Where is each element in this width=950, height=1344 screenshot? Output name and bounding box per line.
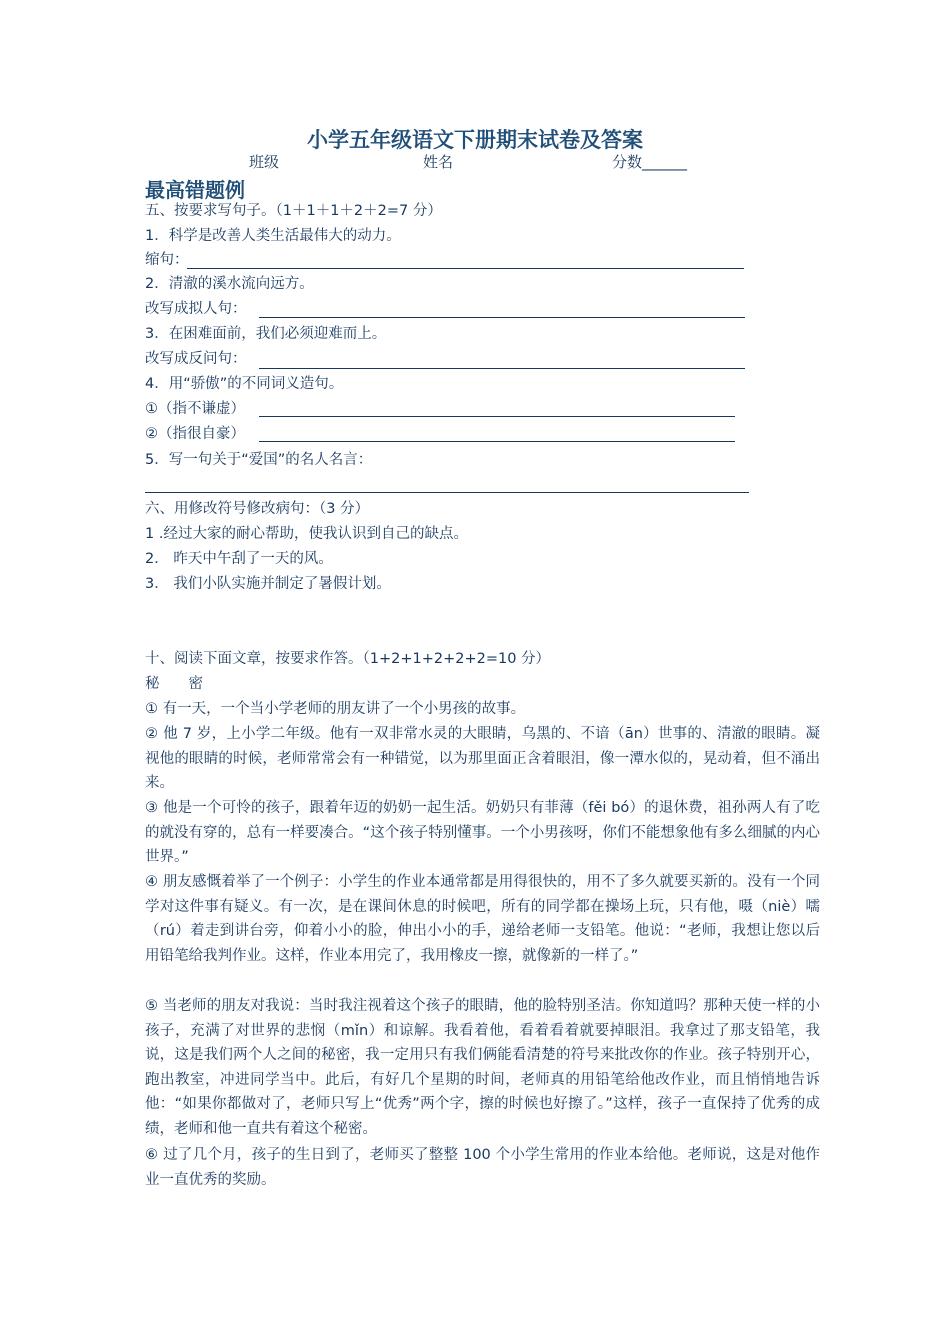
answer-line[interactable] <box>145 492 749 493</box>
part6-q3: 3． 我们小队实施并制定了暑假计划。 <box>145 576 391 592</box>
part6-q1: 1 .经过大家的耐心帮助，使我认识到自己的缺点。 <box>145 526 468 542</box>
part5-q4-a: ①（指不谦虚） <box>145 401 245 417</box>
story-paragraph-4: ④ 朋友感慨着举了一个例子：小学生的作业本通常都是用得很快的，用不了多久就要买新的。没有一个同学对这件事有疑义。有一次，是在课间休息的时候吧，所有的同学都在操场上玩，只有他，嗫（niè）嚅（rú）着走到讲台旁，仰着小小的脸，伸出小小的手，递给老师一支铅笔。他说：“老师，我想让您以后用铅笔给我判作业。这样，作业本用完了，我用橡皮一擦，就像新的一样了。” <box>145 874 820 964</box>
part5-q3: 3．在困难面前，我们必须迎难而上。 <box>145 326 387 342</box>
story-title: 秘 密 <box>145 676 203 692</box>
part10-heading: 十、阅读下面文章，按要求作答。（1+2+1+2+2+2=10 分） <box>145 651 551 667</box>
class-label: 班级 <box>249 153 280 171</box>
part5-q2-prompt: 改写成拟人句： <box>145 301 247 317</box>
score-label: 分数______ <box>612 153 688 171</box>
part5-q4: 4．用“骄傲”的不同词义造句。 <box>145 376 344 392</box>
answer-line[interactable] <box>259 368 745 369</box>
part5-q1-prompt: 缩句： <box>145 252 189 268</box>
answer-line[interactable] <box>259 441 735 442</box>
part5-q3-prompt: 改写成反问句： <box>145 351 247 367</box>
part5-q4-b: ②（指很自豪） <box>145 426 245 442</box>
part5-q5: 5．写一句关于“爱国”的名人名言： <box>145 452 373 468</box>
story-paragraph-3: ③ 他是一个可怜的孩子，跟着年迈的奶奶一起生活。奶奶只有菲薄（fěi bó）的退休费，祖孙两人有了吃的就没有穿的，总有一样要凑合。“这个孩子特别懂事。一个小男孩呀，你们不能想象他有多么细腻的内心世界。” <box>145 800 820 865</box>
answer-line[interactable] <box>187 268 744 269</box>
part5-q2: 2．清澈的溪水流向远方。 <box>145 276 314 292</box>
answer-line[interactable] <box>259 317 745 318</box>
part5-q1: 1．科学是改善人类生活最伟大的动力。 <box>145 228 401 244</box>
answer-line[interactable] <box>259 416 735 417</box>
story-paragraph-5: ⑤ 当老师的朋友对我说：当时我注视着这个孩子的眼睛，他的脸特别圣洁。你知道吗？那种天使一样的小孩子，充满了对世界的悲悯（mǐn）和谅解。我看着他，看着看着就要掉眼泪。我拿过了那支铅笔，我说，这是我们两个人之间的秘密，我一定用只有我们俩能看清楚的符号来批改你的作业。孩子特别开心，跑出教室，冲进同学当中。此后，有好几个星期的时间，老师真的用铅笔给他改作业，而且悄悄地告诉他：“如果你都做对了，老师只写上“优秀”两个字，擦的时候也好擦了。”这样，孩子一直保持了优秀的成绩，老师和他一直共有着这个秘密。 <box>145 998 820 1137</box>
story-paragraph-6: ⑥ 过了几个月，孩子的生日到了，老师买了整整 100 个小学生常用的作业本给他。老师说，这是对他作业一直优秀的奖励。 <box>145 1147 820 1188</box>
section-title: 最高错题例 <box>145 178 245 202</box>
page-title: 小学五年级语文下册期末试卷及答案 <box>307 128 643 152</box>
part5-heading: 五、按要求写句子。（1＋1＋1＋2＋2=7 分） <box>145 203 442 219</box>
story-paragraph-2: ② 他 7 岁，上小学二年级。他有一双非常水灵的大眼睛，乌黑的、不谙（ān）世事的、清澈的眼睛。凝视他的眼睛的时候，老师常常会有一种错觉，以为那里面正含着眼泪，像一潭水似的，晃动着，但不涌出来。 <box>145 726 820 791</box>
story-paragraph-1: ① 有一天，一个当小学老师的朋友讲了一个小男孩的故事。 <box>145 701 526 717</box>
name-label: 姓名 <box>423 153 454 171</box>
part6-q2: 2． 昨天中午刮了一天的风。 <box>145 551 333 567</box>
part6-heading: 六、用修改符号修改病句：（3 分） <box>145 501 370 517</box>
